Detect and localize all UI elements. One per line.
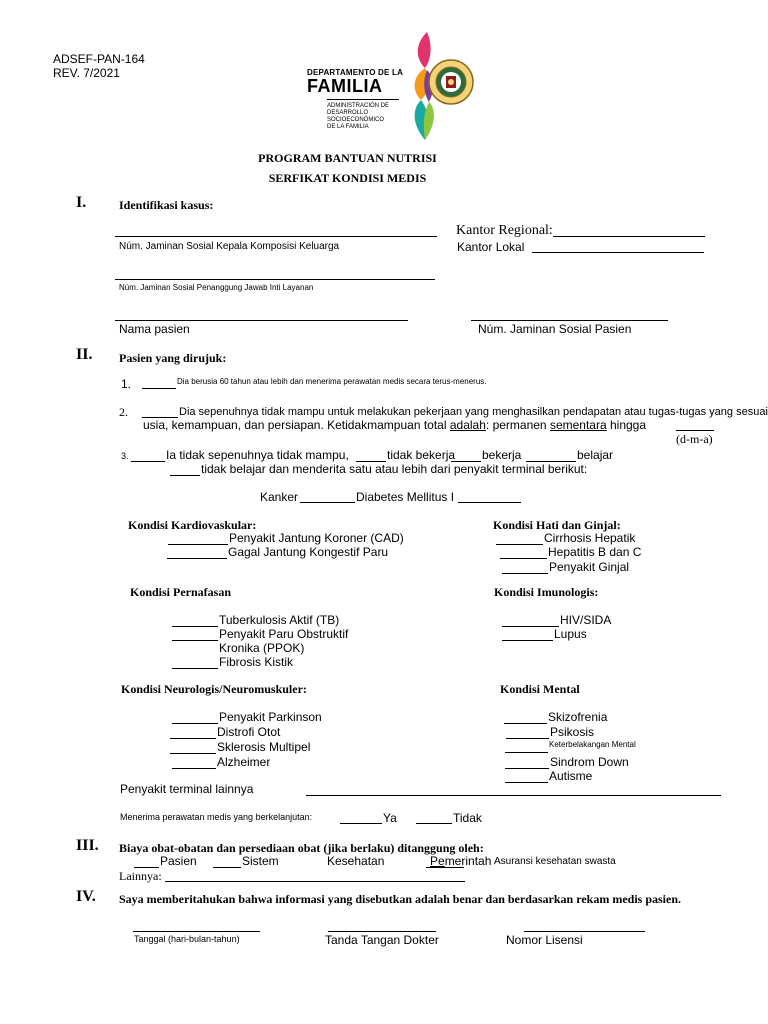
logo-line-socio: SOCIOECONÓMICO: [327, 117, 385, 123]
section-title-3: Biaya obat-obatan dan persediaan obat (jika berlaku) ditanggung oleh:: [119, 841, 484, 855]
pernafasan-item-3: Kronika (PPOK): [219, 641, 305, 655]
pernafasan-field-1[interactable]: [172, 626, 218, 627]
item1-text: Dia berusia 60 tahun atau lebih dan menerima perawatan medis secara terus-menerus.: [177, 377, 487, 386]
kantor-regional-field[interactable]: [553, 236, 705, 237]
section-title-4: Saya memberitahukan bahwa informasi yang disebutkan adalah benar dan berdasarkan rekam medis pasien.: [119, 892, 681, 906]
kardio-item-1: Penyakit Jantung Koroner (CAD): [229, 531, 404, 545]
kanker-field[interactable]: [300, 502, 355, 503]
hati-field-3[interactable]: [502, 573, 548, 574]
tanda-tangan-field[interactable]: [328, 931, 436, 932]
biaya-pemerintah: Pemerintah: [430, 854, 492, 868]
kanker-label: Kanker: [260, 490, 299, 504]
neuro-item-3: Sklerosis Multipel: [217, 740, 311, 754]
tanggal-label: Tanggal (hari-bulan-tahun): [134, 934, 240, 944]
neuro-field-1[interactable]: [172, 723, 218, 724]
item2-date-format: (d-m-a): [676, 432, 713, 446]
item3-belajar: belajar: [577, 448, 614, 462]
hati-item-1: Cirrhosis Hepatik: [544, 531, 636, 545]
biaya-kesehatan: Kesehatan: [327, 854, 385, 868]
neuro-item-2: Distrofi Otot: [217, 725, 281, 739]
num-penanggung-label: Núm. Jaminan Sosial Penanggung Jawab Inti Layanan: [119, 283, 314, 292]
section-title-2: Pasien yang dirujuk:: [119, 351, 227, 365]
mental-field-2[interactable]: [506, 738, 549, 739]
kantor-lokal-label: Kantor Lokal: [457, 240, 525, 254]
kardio-title: Kondisi Kardiovaskular:: [128, 518, 257, 532]
logo-line-familia-small: DE LA FAMILIA: [327, 124, 369, 130]
section-title-1: Identifikasi kasus:: [119, 198, 214, 212]
neuro-item-1: Penyakit Parkinson: [219, 710, 322, 724]
hati-item-2: Hepatitis B dan C: [548, 545, 642, 559]
logo-line-desarrollo: DESARROLLO: [327, 110, 369, 116]
mental-field-3[interactable]: [505, 752, 548, 753]
form-title-line1: PROGRAM BANTUAN NUTRISI: [258, 151, 437, 165]
pasien-field[interactable]: [134, 867, 159, 868]
imuno-field-2[interactable]: [502, 640, 553, 641]
form-revision: REV. 7/2021: [53, 66, 120, 80]
biaya-pasien: Pasien: [160, 854, 197, 868]
section-roman-3: III.: [76, 837, 99, 854]
num-pasien-field[interactable]: [471, 320, 668, 321]
perawatan-label: Menerima perawatan medis yang berkelanjutan:: [120, 812, 313, 822]
agency-logo: [305, 30, 480, 145]
item3-number: 3.: [121, 451, 129, 461]
pernafasan-item-4: Fibrosis Kistik: [219, 655, 294, 669]
item2-date-field[interactable]: [676, 430, 714, 431]
kardio-item-2: Gagal Jantung Kongestif Paru: [228, 545, 389, 559]
pernafasan-field-2[interactable]: [172, 640, 218, 641]
form-title-line2: SERFIKAT KONDISI MEDIS: [268, 171, 427, 185]
logo-divider: [327, 99, 399, 100]
tanda-tangan-label: Tanda Tangan Dokter: [325, 933, 439, 947]
neuro-item-4: Alzheimer: [217, 755, 271, 769]
mental-item-3: Keterbelakangan Mental: [549, 740, 636, 749]
item1-number: 1.: [121, 377, 132, 391]
item3-check-field[interactable]: [131, 461, 165, 462]
imuno-field-1[interactable]: [502, 626, 559, 627]
mental-field-5[interactable]: [505, 782, 548, 783]
nomor-lisensi-field[interactable]: [524, 931, 645, 932]
neuro-field-2[interactable]: [170, 738, 216, 739]
mental-item-2: Psikosis: [550, 725, 595, 739]
nama-pasien-label: Nama pasien: [119, 322, 190, 336]
hati-field-2[interactable]: [500, 558, 547, 559]
mental-item-4: Sindrom Down: [550, 755, 629, 769]
item3-tidak-bekerja: tidak bekerja: [387, 448, 456, 462]
imuno-item-1: HIV/SIDA: [560, 613, 612, 627]
hati-item-3: Penyakit Ginjal: [549, 560, 630, 574]
imuno-title: Kondisi Imunologis:: [494, 585, 599, 599]
perawatan-tidak: Tidak: [453, 811, 482, 825]
section-roman-2: II.: [76, 346, 93, 363]
hati-field-1[interactable]: [496, 544, 543, 545]
neuro-field-4[interactable]: [172, 768, 216, 769]
puerto-rico-seal-icon: [427, 58, 475, 106]
perawatan-tidak-field[interactable]: [416, 823, 452, 824]
biaya-asuransi: Asuransi kesehatan swasta: [494, 856, 616, 867]
perawatan-ya-field[interactable]: [340, 823, 382, 824]
lainnya-field[interactable]: [165, 881, 465, 882]
terminal-lain-field[interactable]: [306, 795, 721, 796]
nama-pasien-field[interactable]: [115, 320, 408, 321]
kardio-field-1[interactable]: [168, 544, 228, 545]
section-roman-1: I.: [76, 194, 87, 211]
section-roman-4: IV.: [76, 888, 96, 905]
biaya-sistem: Sistem: [242, 854, 279, 868]
num-kepala-label: Núm. Jaminan Sosial Kepala Komposisi Keluarga: [119, 241, 340, 252]
imuno-item-2: Lupus: [554, 627, 587, 641]
pernafasan-title: Kondisi Pernafasan: [130, 585, 232, 599]
terminal-lain-label: Penyakit terminal lainnya: [120, 782, 254, 796]
pernafasan-field-4[interactable]: [172, 668, 218, 669]
kantor-regional-label: Kantor Regional:: [456, 223, 553, 238]
item2-number: 2.: [119, 405, 128, 419]
diabetes-field[interactable]: [458, 502, 521, 503]
mental-field-4[interactable]: [505, 768, 549, 769]
pernafasan-item-2: Penyakit Paru Obstruktif: [219, 627, 349, 641]
item3-text-a: Ia tidak sepenuhnya tidak mampu,: [166, 448, 349, 462]
sistem-field[interactable]: [213, 867, 241, 868]
mental-item-1: Skizofrenia: [548, 710, 608, 724]
num-pasien-label: Núm. Jaminan Sosial Pasien: [478, 322, 632, 336]
item3-tidak-belajar-field[interactable]: [170, 475, 200, 476]
perawatan-ya: Ya: [383, 811, 397, 825]
num-penanggung-field[interactable]: [115, 279, 435, 280]
kantor-lokal-field[interactable]: [532, 252, 704, 253]
form-code: ADSEF-PAN-164: [53, 52, 145, 66]
pernafasan-item-1: Tuberkulosis Aktif (TB): [219, 613, 340, 627]
tanggal-field[interactable]: [133, 931, 260, 932]
item1-check-field[interactable]: [142, 388, 176, 389]
item3-text-e: tidak belajar dan menderita satu atau lebih dari penyakit terminal berikut:: [201, 462, 588, 476]
hati-title: Kondisi Hati dan Ginjal:: [493, 518, 621, 532]
item3-bekerja: bekerja: [482, 448, 522, 462]
neuro-field-3[interactable]: [170, 753, 216, 754]
logo-line-familia: FAMILIA: [307, 76, 383, 96]
num-kepala-field[interactable]: [115, 236, 437, 237]
item2-text-b: usia, kemampuan, dan persiapan. Ketidakmampuan total adalah: permanen sementara hingga: [143, 418, 647, 432]
lainnya-label: Lainnya:: [119, 869, 162, 883]
diabetes-label: Diabetes Mellitus I: [356, 490, 455, 504]
mental-field-1[interactable]: [504, 723, 547, 724]
nomor-lisensi-label: Nomor Lisensi: [506, 933, 583, 947]
logo-line-department: DEPARTAMENTO DE LA: [307, 68, 404, 77]
logo-line-admin: ADMINISTRACIÓN DE: [327, 103, 390, 109]
kardio-field-2[interactable]: [167, 558, 227, 559]
mental-title: Kondisi Mental: [500, 682, 580, 696]
mental-item-5: Autisme: [549, 769, 593, 783]
neuro-title: Kondisi Neurologis/Neuromuskuler:: [121, 682, 307, 696]
item2-text-a: Dia sepenuhnya tidak mampu untuk melakukan pekerjaan yang menghasilkan pendapatan atau tugas-tugas yang sesuai: [179, 406, 768, 418]
